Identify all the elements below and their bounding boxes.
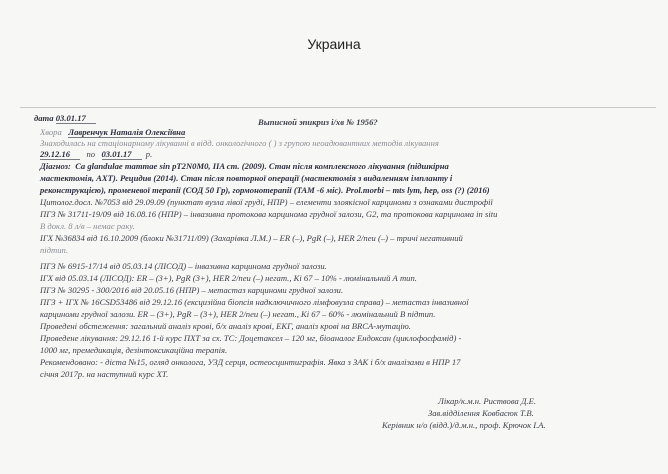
date-line [34, 113, 96, 124]
diagnosis-line: ПГЗ № 31711-19/09 від 16.08.16 (НПР) – інвазивна протокова карцинома грудної залози, G2, та протокова карцинома in situ [40, 209, 498, 219]
diagnosis-line: підтип. [40, 245, 68, 255]
period-line [40, 149, 152, 160]
country-heading: Украина [307, 36, 361, 52]
diagnosis-line: мастектомія, АХТ). Рецидив (2014). Стан після повторної операції (мастектомія з видаленням імпланту і [40, 173, 453, 183]
period-suffix: р. [145, 149, 153, 159]
signature-line: Лікар/к.м.н. Риствова Д.Е. [438, 396, 536, 406]
diagnosis-line-0 [40, 161, 449, 171]
diagnosis-line: ПГЗ № 6915-17/14 від 05.03.14 (ЛІСОД) – інвазивна карцинома грудної залози. [40, 261, 327, 271]
signature-line: Керівник н/о (відд.)/д.м.н., проф. Крючок І.А. [382, 420, 546, 430]
diagnosis-line: Проведене лікування: 29.12.16 1-й курс ПХТ за сх. ТС: Доцетаксел – 120 мг, біоаналог Ендоксан (циклофосфамід) - [40, 333, 462, 343]
document-title: Выписной эпикриз і/хв № 1956? [258, 117, 378, 127]
diagnosis-line: січня 2017р. на наступний курс ХТ. [40, 369, 169, 379]
patient-name: Лавренчук Наталія Олексіївна [68, 127, 186, 137]
diagnosis-line: Рекомендовано: - дієта №15, огляд онколога, УЗД серця, остеосцинтиграфія. Явка з ЗАК і б/х аналізами в НПР 17 [40, 357, 461, 367]
diagnosis-text: Ca glandulae mammae sin pT2N0M0, IIA ст. (2009). Стан після комплексного лікування (підшкірна [75, 161, 449, 171]
stay-text: Знаходилась на стаціонарному лікуванні в відд. онкологічного ( ) з групою неоадювантних методів лікування [40, 138, 439, 148]
divider [20, 107, 656, 108]
diagnosis-line: Цитолог.досл. №7053 від 29.09.09 (пунктат вузла лівої груді, НПР) – елементи злоякісної карциноми з ознаками дистрофії [40, 197, 493, 207]
diagnosis-line: ІГХ від 05.03.14 (ЛІСОД): ER – (3+), PgR (3+), HER 2/neu (–) негат., Ki 67 – 10% - люмінальний А тип. [40, 273, 417, 283]
period-to: 03.01.17 [102, 149, 142, 160]
diagnosis-label: Діагноз: [40, 161, 71, 171]
signature-line: Зав.відділення Ковбасюк Т.В. [428, 408, 534, 418]
period-from: 29.12.16 [40, 149, 80, 160]
patient-line [40, 127, 185, 138]
diagnosis-line: Проведені обстеження: загальний аналіз крові, б/х аналіз крові, ЕКГ, аналіз крові на BRCA-мутацію. [40, 321, 411, 331]
patient-label: Хвора [40, 127, 62, 137]
diagnosis-line: ПГЗ № 30295 - 300/2016 від 20.05.16 (НПР) – метастаз карциноми грудної залози. [40, 285, 344, 295]
diagnosis-line: ІГХ №36834 від 16.10.2009 (блоки №31711/09) (Захарівка Л.М.) – ER (–), PgR (–), HER 2/neu (–) – тричі негативний [40, 233, 463, 243]
diagnosis-line: ПГЗ + ІГХ № 16CSD53486 від 29.12.16 (ексцизійна біопсія надключичного лімфовузла справа) – метастаз інвазивної [40, 297, 469, 307]
date-label: дата [34, 113, 54, 123]
diagnosis-line: карциноми грудної залози. ER – (3+), PgR – (3+), HER 2/neu (–) негат., Ki 67 – 60% - люмінальний В підтип. [40, 309, 436, 319]
date-value: 03.01.17 [56, 113, 96, 124]
period-to-label: по [86, 149, 96, 159]
diagnosis-line: В докл. 8 л/в – немає раку. [40, 221, 135, 231]
diagnosis-line: 1000 мг, премедикація, дезінтоксикаційна терапія. [40, 345, 228, 355]
diagnosis-line: реконструкцією), променевої терапії (СОД 50 Гр), гормонотерапії (ТАМ -6 міс). Prol.morbi – mts lym, hep, oss (?) (2016) [40, 185, 490, 195]
